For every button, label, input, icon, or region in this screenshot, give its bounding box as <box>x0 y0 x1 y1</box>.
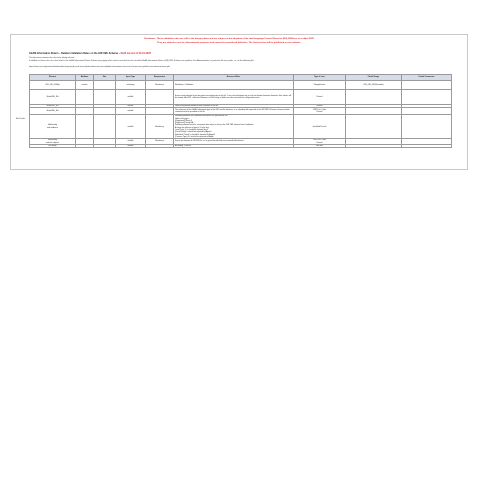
table-cell <box>76 108 94 115</box>
table-cell: XRR Dec. Dubs Record <box>294 139 346 145</box>
table-cell: GIR_GIR_GIR(id) <box>30 81 76 90</box>
table-cell <box>346 90 402 105</box>
table-cell: GloBeentity and incidence <box>30 115 76 139</box>
table-cell: File XML <box>294 144 346 147</box>
table-cell <box>402 115 452 139</box>
table-row <box>30 115 452 139</box>
table-cell: Record <box>294 90 346 105</box>
column-header: Requirement <box>146 75 174 81</box>
table-cell <box>76 144 94 147</box>
table-cell <box>346 144 402 147</box>
table-cell <box>402 108 452 115</box>
table-cell: Ensure most potential cross document inconsistencies in the file. Cross check between top on risk and relation between elements; their values will be treated: filed GIR + effective Reference of Ref listing in Globe must be used and the configuration must... <box>174 90 294 105</box>
table-cell <box>146 108 174 115</box>
table-cell <box>146 90 174 105</box>
disclaimer-line-2: They are shared to use for informational purposes and cannot be considered definitive. The final version will be published on our website. <box>157 42 301 44</box>
table-row <box>30 108 452 115</box>
column-header: Size <box>94 75 116 81</box>
table-cell: Globe entity based reference data contained in the file <box>174 105 294 108</box>
table-cell <box>76 90 94 105</box>
column-header: Input Type <box>116 75 146 81</box>
column-header: Type of error <box>294 75 346 81</box>
table-cell <box>402 81 452 90</box>
table-cell: xsd:ifdc <box>116 108 146 115</box>
table-cell: Following elements are consistent and filled in as specified for the... Globe entity type... (Registered) Status 3 (Registered) Yearly EA Following element must be consistent data only in a entry in the GIR XML element base conditions. At least one element of type(s) 1 to be key. Level (Type 1) = should be reported by id. (Partial entity) = should be reported by Agents (Individual Permit) = should be reported by Agent2 (Concern Type) 4 = should be reported as Applic. <box>174 115 294 139</box>
table-cell <box>94 81 116 90</box>
table-cell: GlobeXML_Rel <box>30 105 76 108</box>
table-row <box>30 144 452 147</box>
table-cell <box>76 115 94 139</box>
column-header: Business Rules <box>174 75 294 81</box>
table-cell: GloBeentity and the subjects <box>30 139 76 145</box>
table-cell: Identified Record <box>294 115 346 139</box>
table-cell: GIR_GIR_GIR(Schedule) <box>346 81 402 90</box>
intro-line-2: In addition to these rules, the rules listed in the GloBE Information Return Schema may apply, which can be consulted via the so-called GloBE Information Return (GIR) XML Schema user guide for Tax Administrations, in particular the user guide, i.e. via the following link: <box>29 60 255 62</box>
column-header: Attribute <box>76 75 94 81</box>
table-cell: Mandatory + Validation <box>174 81 294 90</box>
table-cell <box>346 115 402 139</box>
disclaimer-line-1: Disclaimer: These validation rules are still in the design phase and are subject to the adoption of the dual language Council Directive (EU) 2025/xxx of xx April 2025 <box>144 38 314 40</box>
intro-link[interactable]: https://www.oecd.org/content/dam/oecd/en/topics/policy-sub-issues/globe-information-return/globe-information-return-xml-schema-user-guide-for-tax-administrations.pdf <box>29 66 170 68</box>
table-cell: Key to the element of GIR XML for it is a given Record field must entered field element <box>174 139 294 145</box>
table-cell: According 'CGSF-M' <box>174 144 294 147</box>
intro-line-1: This document contains the rules to be taking into use. <box>29 57 75 59</box>
table-cell: Record <box>294 105 346 108</box>
table-cell: Mandatory <box>146 139 174 145</box>
table-cell: xsd:ifdc <box>116 105 146 108</box>
table-cell: XRR Dec. Dubs Record <box>294 108 346 115</box>
table-cell: xsd:ifdc <box>116 115 146 139</box>
table-cell: Mandatory <box>146 81 174 90</box>
title-draft: Draft version of 31.01.2025 <box>120 52 151 55</box>
table-cell <box>94 90 116 105</box>
column-header: Partial Occurrence <box>402 75 452 81</box>
table-cell <box>346 108 402 115</box>
validation-rules-table <box>29 74 452 148</box>
table-cell: xsd:ifdc <box>116 90 146 105</box>
table-cell: GlobeXML_Rel <box>30 108 76 115</box>
table-cell <box>94 144 116 147</box>
table-cell: xsd:string <box>116 81 146 90</box>
table-cell: The reference of the GloBE Information type in the GIR and the reference in a subsidiary file expected in the GIR XML Schema; referenced data contained must be provided in the file <box>174 108 294 115</box>
table-cell <box>94 108 116 115</box>
table-cell: Fileapplication <box>294 81 346 90</box>
table-cell: version <box>76 81 94 90</box>
table-cell: GlobeXML_Rel <box>30 90 76 105</box>
table-cell: xsd:ifdc <box>116 139 146 145</box>
page-title <box>29 52 151 55</box>
table-row <box>30 81 452 90</box>
table-cell <box>146 144 174 147</box>
table-cell <box>402 90 452 105</box>
column-header: Partial Usage <box>346 75 402 81</box>
table-cell <box>402 144 452 147</box>
row-group-label: File Details <box>15 118 26 120</box>
table-row <box>30 90 452 105</box>
table-cell: Mandatory <box>146 115 174 139</box>
table-cell <box>94 115 116 139</box>
table-cell: File Entity <box>30 144 76 147</box>
title-main: GloBE Information Return – Relation Validation Rules on the GIR XML Schema – <box>29 52 120 55</box>
table-cell: xsd:ifdc <box>116 144 146 147</box>
column-header: Element <box>30 75 76 81</box>
